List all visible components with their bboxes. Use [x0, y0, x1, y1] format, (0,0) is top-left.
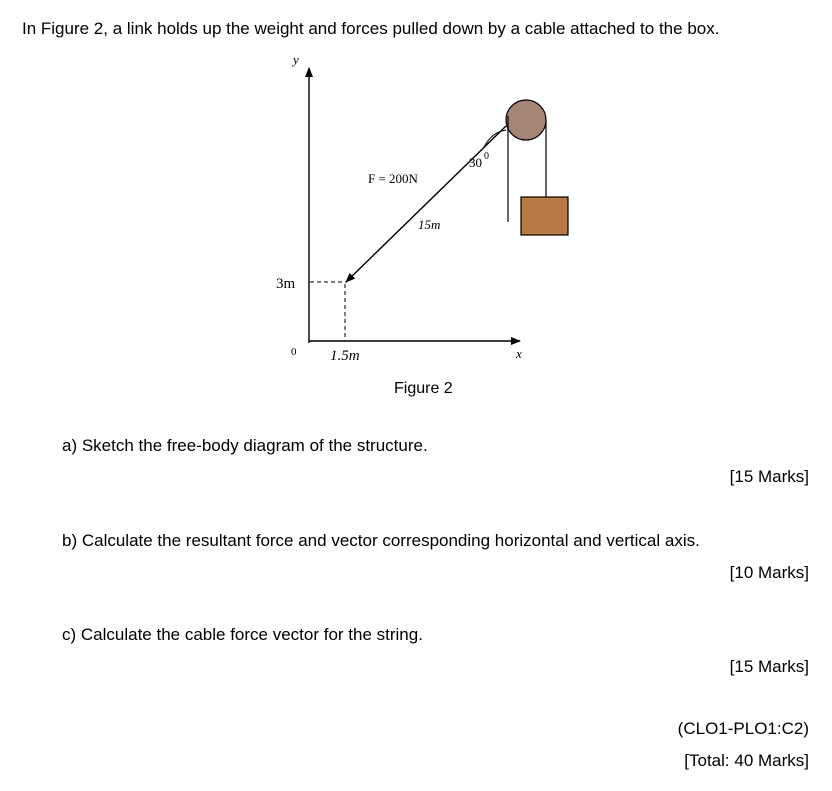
height-label: 3m	[276, 276, 296, 292]
figure-caption: Figure 2	[394, 380, 453, 397]
pulley	[506, 100, 546, 140]
box-weight	[521, 197, 568, 235]
x-axis-label: x	[516, 346, 522, 361]
y-axis-label: y	[293, 52, 299, 67]
force-label: F = 200N	[368, 171, 418, 186]
question-part-c: c) Calculate the cable force vector for the string.	[62, 625, 423, 644]
question-part-b: b) Calculate the resultant force and vector corresponding horizontal and vertical axis.	[62, 531, 700, 550]
angle-label: 30	[469, 155, 482, 170]
total-marks: [Total: 40 Marks]	[684, 751, 809, 770]
marks-part-c: [15 Marks]	[729, 657, 809, 676]
question-part-a: a) Sketch the free-body diagram of the structure.	[62, 436, 428, 455]
clo-reference: (CLO1-PLO1:C2)	[677, 719, 809, 738]
angle-degree-symbol: 0	[484, 151, 489, 162]
marks-part-a: [15 Marks]	[729, 467, 809, 486]
marks-part-b: [10 Marks]	[729, 563, 809, 582]
force-arrow	[346, 126, 506, 282]
origin-label: 0	[291, 346, 297, 358]
offset-label: 1.5m	[330, 348, 360, 364]
question-intro: In Figure 2, a link holds up the weight and forces pulled down by a cable attached to the box.	[22, 19, 720, 38]
length-label: 15m	[418, 217, 441, 232]
